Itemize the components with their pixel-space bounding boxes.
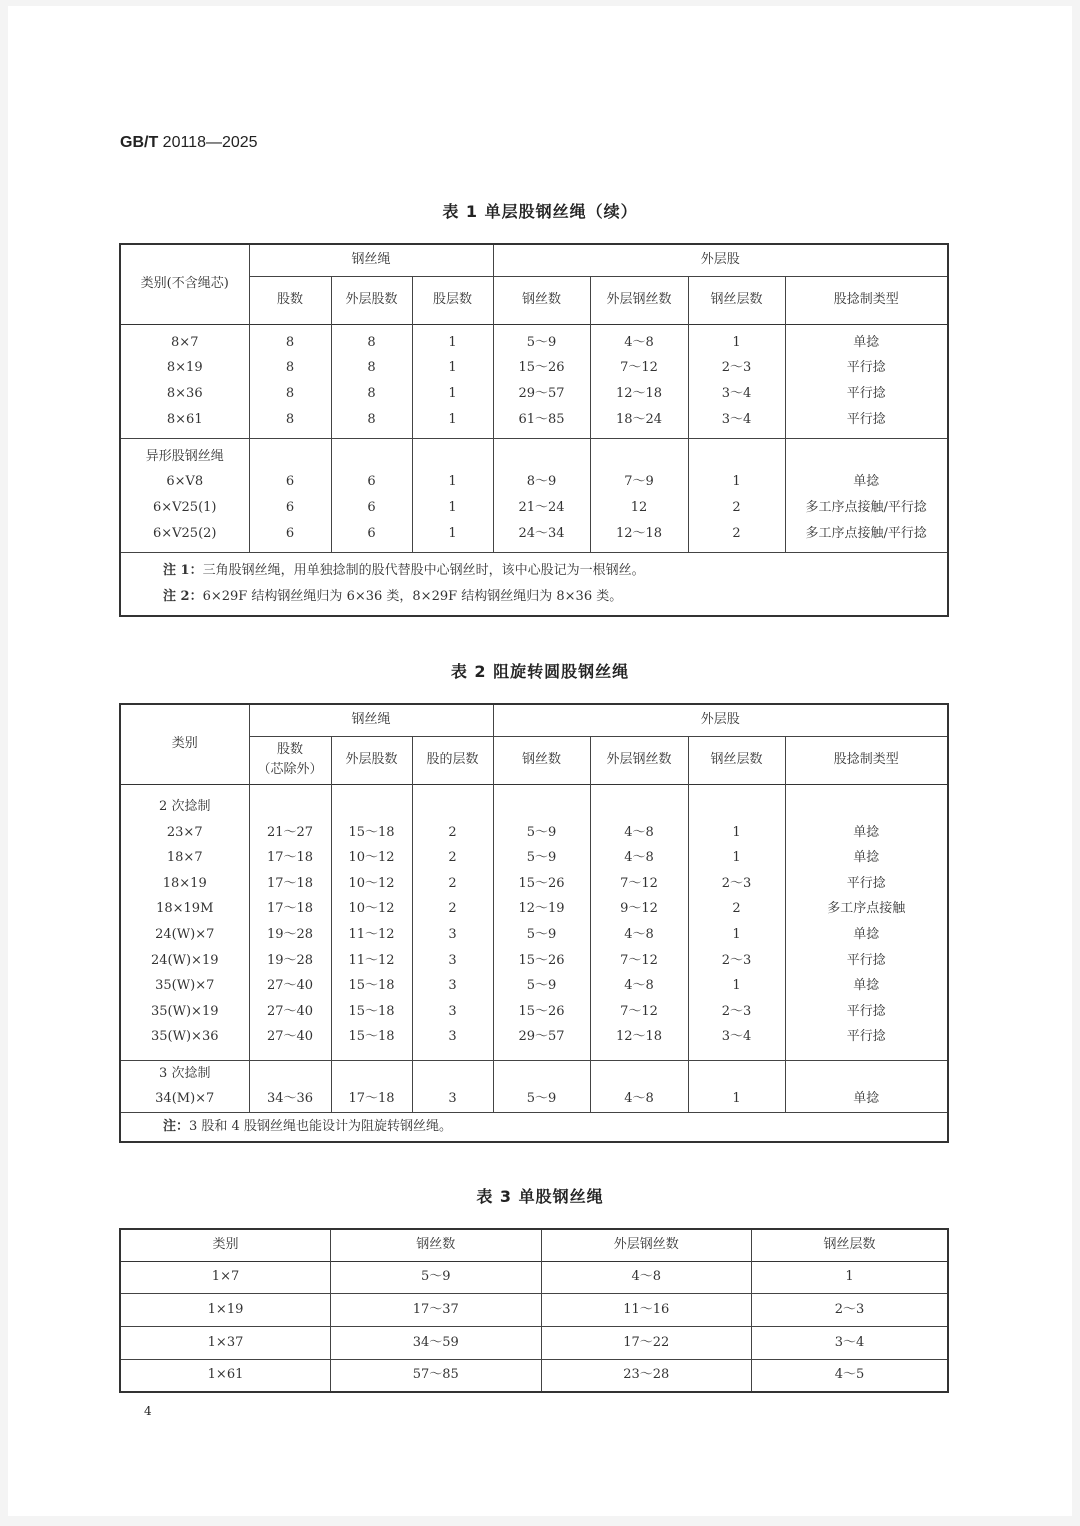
table-cell: 3～4 [721, 411, 752, 427]
table-cell: 24～34 [518, 525, 565, 541]
table3-caption: 表 3 单股钢丝绳 [476, 1187, 604, 1206]
table1-group1-col [785, 324, 948, 438]
table-cell: 6×V25(2) [152, 525, 217, 541]
table-cell: 9～12 [620, 901, 658, 917]
table-cell: 12～18 [615, 386, 663, 401]
table-cell: 平行捻 [846, 952, 886, 968]
table-cell: 5～9 [526, 927, 557, 942]
table2-col-header: 股的层数 [412, 736, 493, 784]
table-cell: 1 [732, 334, 741, 350]
table-cell: 单捻 [853, 474, 880, 490]
table-cell: 2 [448, 875, 457, 891]
table-cell: 15～18 [348, 824, 395, 840]
table1-group1-col [331, 324, 412, 438]
table-cell: 5～9 [526, 824, 557, 840]
table-cell: 17～18 [266, 875, 314, 891]
table-cell: 15～18 [348, 1003, 395, 1019]
table1-group1-col [412, 324, 493, 438]
table1-col-header: 钢丝层数 [688, 276, 785, 324]
table1-col-header: 钢丝数 [493, 276, 590, 324]
table1-group1-category-cell [120, 324, 249, 438]
table-cell: 15～26 [518, 952, 565, 968]
table-cell: 8 [367, 360, 376, 376]
table1-col-header: 股层数 [412, 276, 493, 324]
table-cell: 多工序点接触 [827, 901, 906, 917]
table-cell: 24(W)×19 [151, 952, 219, 968]
table-cell: 27～40 [266, 1003, 314, 1019]
table2-note [120, 1112, 948, 1142]
table-cell: 27～40 [266, 1029, 314, 1045]
table2 [119, 703, 949, 1143]
table-cell: 29～57 [518, 1029, 565, 1045]
table-cell: 21～27 [266, 824, 314, 840]
standard-number: 20118—2025 [162, 134, 258, 151]
table-cell: 4～8 [624, 1091, 654, 1107]
table-cell: 1 [448, 411, 457, 427]
table1-note1 [163, 558, 947, 584]
table1-header-rope: 钢丝绳 [249, 244, 493, 276]
note-label: 注 1： [163, 562, 203, 578]
table-cell: 17～18 [266, 901, 314, 917]
table2-group1-col [590, 784, 688, 1060]
table2-group1-col [249, 784, 331, 1060]
header-line: 股数 [276, 742, 303, 757]
table3-col-header: 外层钢丝数 [541, 1229, 751, 1261]
table2-col-header [249, 736, 331, 784]
table-cell: 5～9 [526, 978, 557, 994]
table-cell: 3～4 [721, 1029, 752, 1045]
table-cell: 6 [285, 474, 295, 490]
table2-header-category: 类别 [171, 736, 198, 752]
table-cell: 15～26 [518, 360, 565, 376]
table-cell: 34(M)×7 [155, 1091, 215, 1107]
table-cell: 3 [448, 1091, 457, 1107]
table2-group2-col [493, 1060, 590, 1112]
table-cell: 2 [732, 525, 741, 541]
table-cell: 18×7 [166, 850, 203, 866]
table-cell: 3 [448, 978, 457, 994]
table-cell: 3～4 [751, 1326, 948, 1359]
table-cell: 平行捻 [846, 360, 886, 376]
table-cell: 8×19 [166, 360, 203, 376]
table-cell: 12～18 [615, 525, 663, 541]
table1-group2-col [249, 438, 331, 552]
table2-col-header: 钢丝数 [493, 736, 590, 784]
table-cell: 18～24 [615, 411, 663, 427]
table2-group1-col [688, 784, 785, 1060]
table2-col-header: 外层股数 [331, 736, 412, 784]
note-text: 6×29F 结构钢丝绳归为 6×36 类，8×29F 结构钢丝绳归为 8×36 类。 [202, 588, 623, 604]
table-cell: 1 [732, 850, 741, 866]
table-cell: 27～40 [266, 978, 314, 994]
table-cell: 2 [448, 850, 457, 866]
table-cell: 17～18 [348, 1091, 395, 1107]
table-cell: 2～3 [721, 875, 752, 891]
table-cell: 23～28 [541, 1359, 751, 1392]
table-cell: 11～12 [348, 927, 395, 942]
table-cell: 1 [448, 474, 457, 490]
table-cell: 61～85 [518, 411, 565, 427]
table-cell: 8 [285, 334, 295, 350]
table-cell: 6 [285, 500, 295, 515]
note-text: 3 股和 4 股钢丝绳也能设计为阻旋转钢丝绳。 [189, 1118, 452, 1134]
table-cell: 1×61 [120, 1359, 331, 1392]
table-cell: 7～12 [620, 360, 658, 376]
table-cell: 8×61 [166, 411, 203, 427]
table-row [120, 1359, 948, 1392]
table2-col-header: 钢丝层数 [688, 736, 785, 784]
table1-header-category: 类别(不含绳芯) [140, 276, 229, 292]
table-cell: 10～12 [348, 850, 395, 866]
table1-group1-col [493, 324, 590, 438]
table-cell: 1 [448, 386, 457, 401]
table-cell: 15～26 [518, 1003, 565, 1019]
table1-group2-col [590, 438, 688, 552]
table1-note2 [163, 584, 947, 610]
table-cell: 1 [732, 978, 741, 994]
table-cell: 6 [285, 525, 295, 541]
table-cell: 21～24 [518, 500, 565, 515]
table3-col-header: 类别 [212, 1237, 239, 1253]
table-cell: 17～37 [331, 1293, 541, 1326]
table2-group1-category-cell [120, 784, 249, 1060]
table-cell: 2 [448, 901, 457, 917]
table-row [120, 1326, 948, 1359]
table-cell: 4～8 [541, 1261, 751, 1293]
table2-group2-col [412, 1060, 493, 1112]
table-cell: 19～28 [266, 927, 314, 942]
table1-col-header: 股捻制类型 [785, 276, 948, 324]
table2-header-outer: 外层股 [493, 704, 948, 736]
table1-group1-col [688, 324, 785, 438]
table1-col-header: 外层钢丝数 [590, 276, 688, 324]
table-cell: 6 [367, 500, 376, 515]
table1-group2-col [688, 438, 785, 552]
table-cell: 3 [448, 927, 457, 942]
table-cell: 多工序点接触/平行捻 [805, 525, 927, 541]
table-cell: 1 [448, 500, 457, 515]
table2-group2-col [785, 1060, 948, 1112]
table-cell: 4～5 [751, 1359, 948, 1392]
table-cell: 1 [732, 927, 741, 942]
table-cell: 35(W)×36 [151, 1029, 219, 1045]
table-cell: 6 [367, 474, 376, 490]
table1-caption: 表 1 单层股钢丝绳（续） [442, 202, 638, 221]
group-title: 3 次捻制 [159, 1065, 211, 1081]
table-cell: 8×36 [166, 386, 203, 401]
table3 [119, 1228, 949, 1393]
table-cell: 2 [448, 824, 457, 840]
table2-col-header: 股捻制类型 [785, 736, 948, 784]
table-cell: 6 [367, 525, 376, 541]
table-cell: 34～59 [331, 1326, 541, 1359]
table-cell: 1 [448, 360, 457, 376]
table-cell: 1 [732, 1091, 741, 1107]
table-cell: 3 [448, 1003, 457, 1019]
table-cell: 8 [285, 360, 295, 376]
table2-group1-col [331, 784, 412, 1060]
table-cell: 2～3 [721, 1003, 752, 1019]
table-cell: 1×19 [120, 1293, 331, 1326]
table-cell: 7～12 [620, 952, 658, 968]
table-cell: 单捻 [853, 824, 880, 840]
table1-group1-col [590, 324, 688, 438]
table2-group2-col [590, 1060, 688, 1112]
table-cell: 5～9 [526, 334, 557, 350]
table-cell: 8 [285, 386, 295, 401]
table1-group2-col [493, 438, 590, 552]
table2-group1-col [493, 784, 590, 1060]
table-cell: 平行捻 [846, 1029, 886, 1045]
table-cell: 57～85 [331, 1359, 541, 1392]
table-cell: 7～12 [620, 875, 658, 891]
table-cell: 1×37 [120, 1326, 331, 1359]
table-cell: 35(W)×7 [155, 978, 215, 994]
table-cell: 6×V25(1) [152, 500, 217, 515]
table-cell: 17～22 [541, 1326, 751, 1359]
table-cell: 3 [448, 1029, 457, 1045]
table-row [120, 1261, 948, 1293]
table-cell: 34～36 [266, 1091, 314, 1107]
table-cell: 6×V8 [166, 474, 204, 490]
table-cell: 1×7 [120, 1261, 331, 1293]
table-cell: 单捻 [853, 927, 880, 942]
table1 [119, 243, 949, 617]
table-cell: 12 [630, 500, 648, 515]
table2-col-header: 外层钢丝数 [590, 736, 688, 784]
table-cell: 4～8 [624, 927, 654, 942]
table-cell: 19～28 [266, 952, 314, 968]
table2-group2-col [688, 1060, 785, 1112]
table-cell: 11～12 [348, 952, 395, 968]
table-cell: 1 [448, 334, 457, 350]
table-cell: 7～9 [624, 474, 654, 490]
table-cell: 单捻 [853, 978, 880, 994]
table1-group1-col [249, 324, 331, 438]
table1-group2-col [331, 438, 412, 552]
table-cell: 2～3 [721, 360, 752, 376]
table2-group2-col [249, 1060, 331, 1112]
table-row [120, 1293, 948, 1326]
table-cell: 2～3 [751, 1293, 948, 1326]
table-cell: 10～12 [348, 901, 395, 917]
table-cell: 8 [367, 386, 376, 401]
table1-group2-category-cell [120, 438, 249, 552]
table2-caption: 表 2 阻旋转圆股钢丝绳 [450, 662, 630, 681]
note-label: 注 2： [163, 588, 203, 604]
table-cell: 15～26 [518, 875, 565, 891]
table-cell: 29～57 [518, 386, 565, 401]
table-cell: 23×7 [166, 824, 203, 840]
group-title: 2 次捻制 [159, 799, 211, 815]
table-cell: 8 [285, 411, 295, 427]
table1-notes [120, 552, 948, 616]
table-cell: 2 [732, 500, 741, 515]
note-label: 注： [163, 1118, 190, 1134]
table-cell: 平行捻 [846, 1003, 886, 1019]
table-cell: 7～12 [620, 1003, 658, 1019]
table-cell: 1 [751, 1261, 948, 1293]
table-cell: 4～8 [624, 334, 654, 350]
table-cell: 5～9 [526, 850, 557, 866]
table-cell: 15～18 [348, 1029, 395, 1045]
table2-header-rope: 钢丝绳 [249, 704, 493, 736]
table-cell: 18×19M [156, 901, 214, 917]
table-cell: 平行捻 [846, 875, 886, 891]
page-number: 4 [144, 1404, 152, 1418]
table2-group1-col [412, 784, 493, 1060]
table-cell: 8 [367, 334, 376, 350]
table-cell: 8×7 [171, 334, 199, 350]
note-text: 三角股钢丝绳，用单独捻制的股代替股中心钢丝时，该中心股记为一根钢丝。 [202, 562, 645, 578]
table-cell: 12～19 [518, 901, 565, 917]
group-title: 异形股钢丝绳 [145, 448, 224, 464]
table-cell: 2～3 [721, 952, 752, 968]
table-cell: 1 [732, 474, 741, 490]
table-cell: 1 [448, 525, 457, 541]
table-cell: 3～4 [721, 386, 752, 401]
table1-group2-col [412, 438, 493, 552]
table-cell: 1 [732, 824, 741, 840]
table-cell: 12～18 [615, 1029, 663, 1045]
table-cell: 10～12 [348, 875, 395, 891]
table-cell: 8 [367, 411, 376, 427]
table-cell: 平行捻 [846, 386, 886, 401]
table-cell: 平行捻 [846, 411, 886, 427]
table-cell: 多工序点接触/平行捻 [805, 500, 927, 515]
table-cell: 单捻 [853, 1091, 880, 1107]
table1-group2-col [785, 438, 948, 552]
table-cell: 11～16 [541, 1293, 751, 1326]
table1-col-header: 外层股数 [331, 276, 412, 324]
table-cell: 2 [732, 901, 741, 917]
table-cell: 4～8 [624, 824, 654, 840]
standard-code: GB/T [120, 134, 159, 151]
table3-col-header: 钢丝数 [331, 1229, 541, 1261]
table-cell: 单捻 [853, 850, 880, 866]
table-cell: 15～18 [348, 978, 395, 994]
table-cell: 4～8 [624, 978, 654, 994]
table-cell: 3 [448, 952, 457, 968]
document-header [120, 134, 258, 152]
table-cell: 18×19 [162, 875, 207, 891]
table-cell: 5～9 [526, 1091, 557, 1107]
table2-group2-col [331, 1060, 412, 1112]
table-cell: 单捻 [853, 334, 880, 350]
table-cell: 5～9 [331, 1261, 541, 1293]
table-cell: 8～9 [526, 474, 557, 490]
table2-group1-col [785, 784, 948, 1060]
table3-col-header: 钢丝层数 [751, 1229, 948, 1261]
table-cell: 24(W)×7 [155, 927, 215, 942]
table2-group2-category-cell [120, 1060, 249, 1112]
table-cell: 4～8 [624, 850, 654, 866]
header-line: （芯除外） [257, 762, 323, 777]
table1-col-header: 股数 [249, 276, 331, 324]
table1-header-outer: 外层股 [493, 244, 948, 276]
table-cell: 35(W)×19 [151, 1003, 219, 1019]
table-cell: 17～18 [266, 850, 314, 866]
